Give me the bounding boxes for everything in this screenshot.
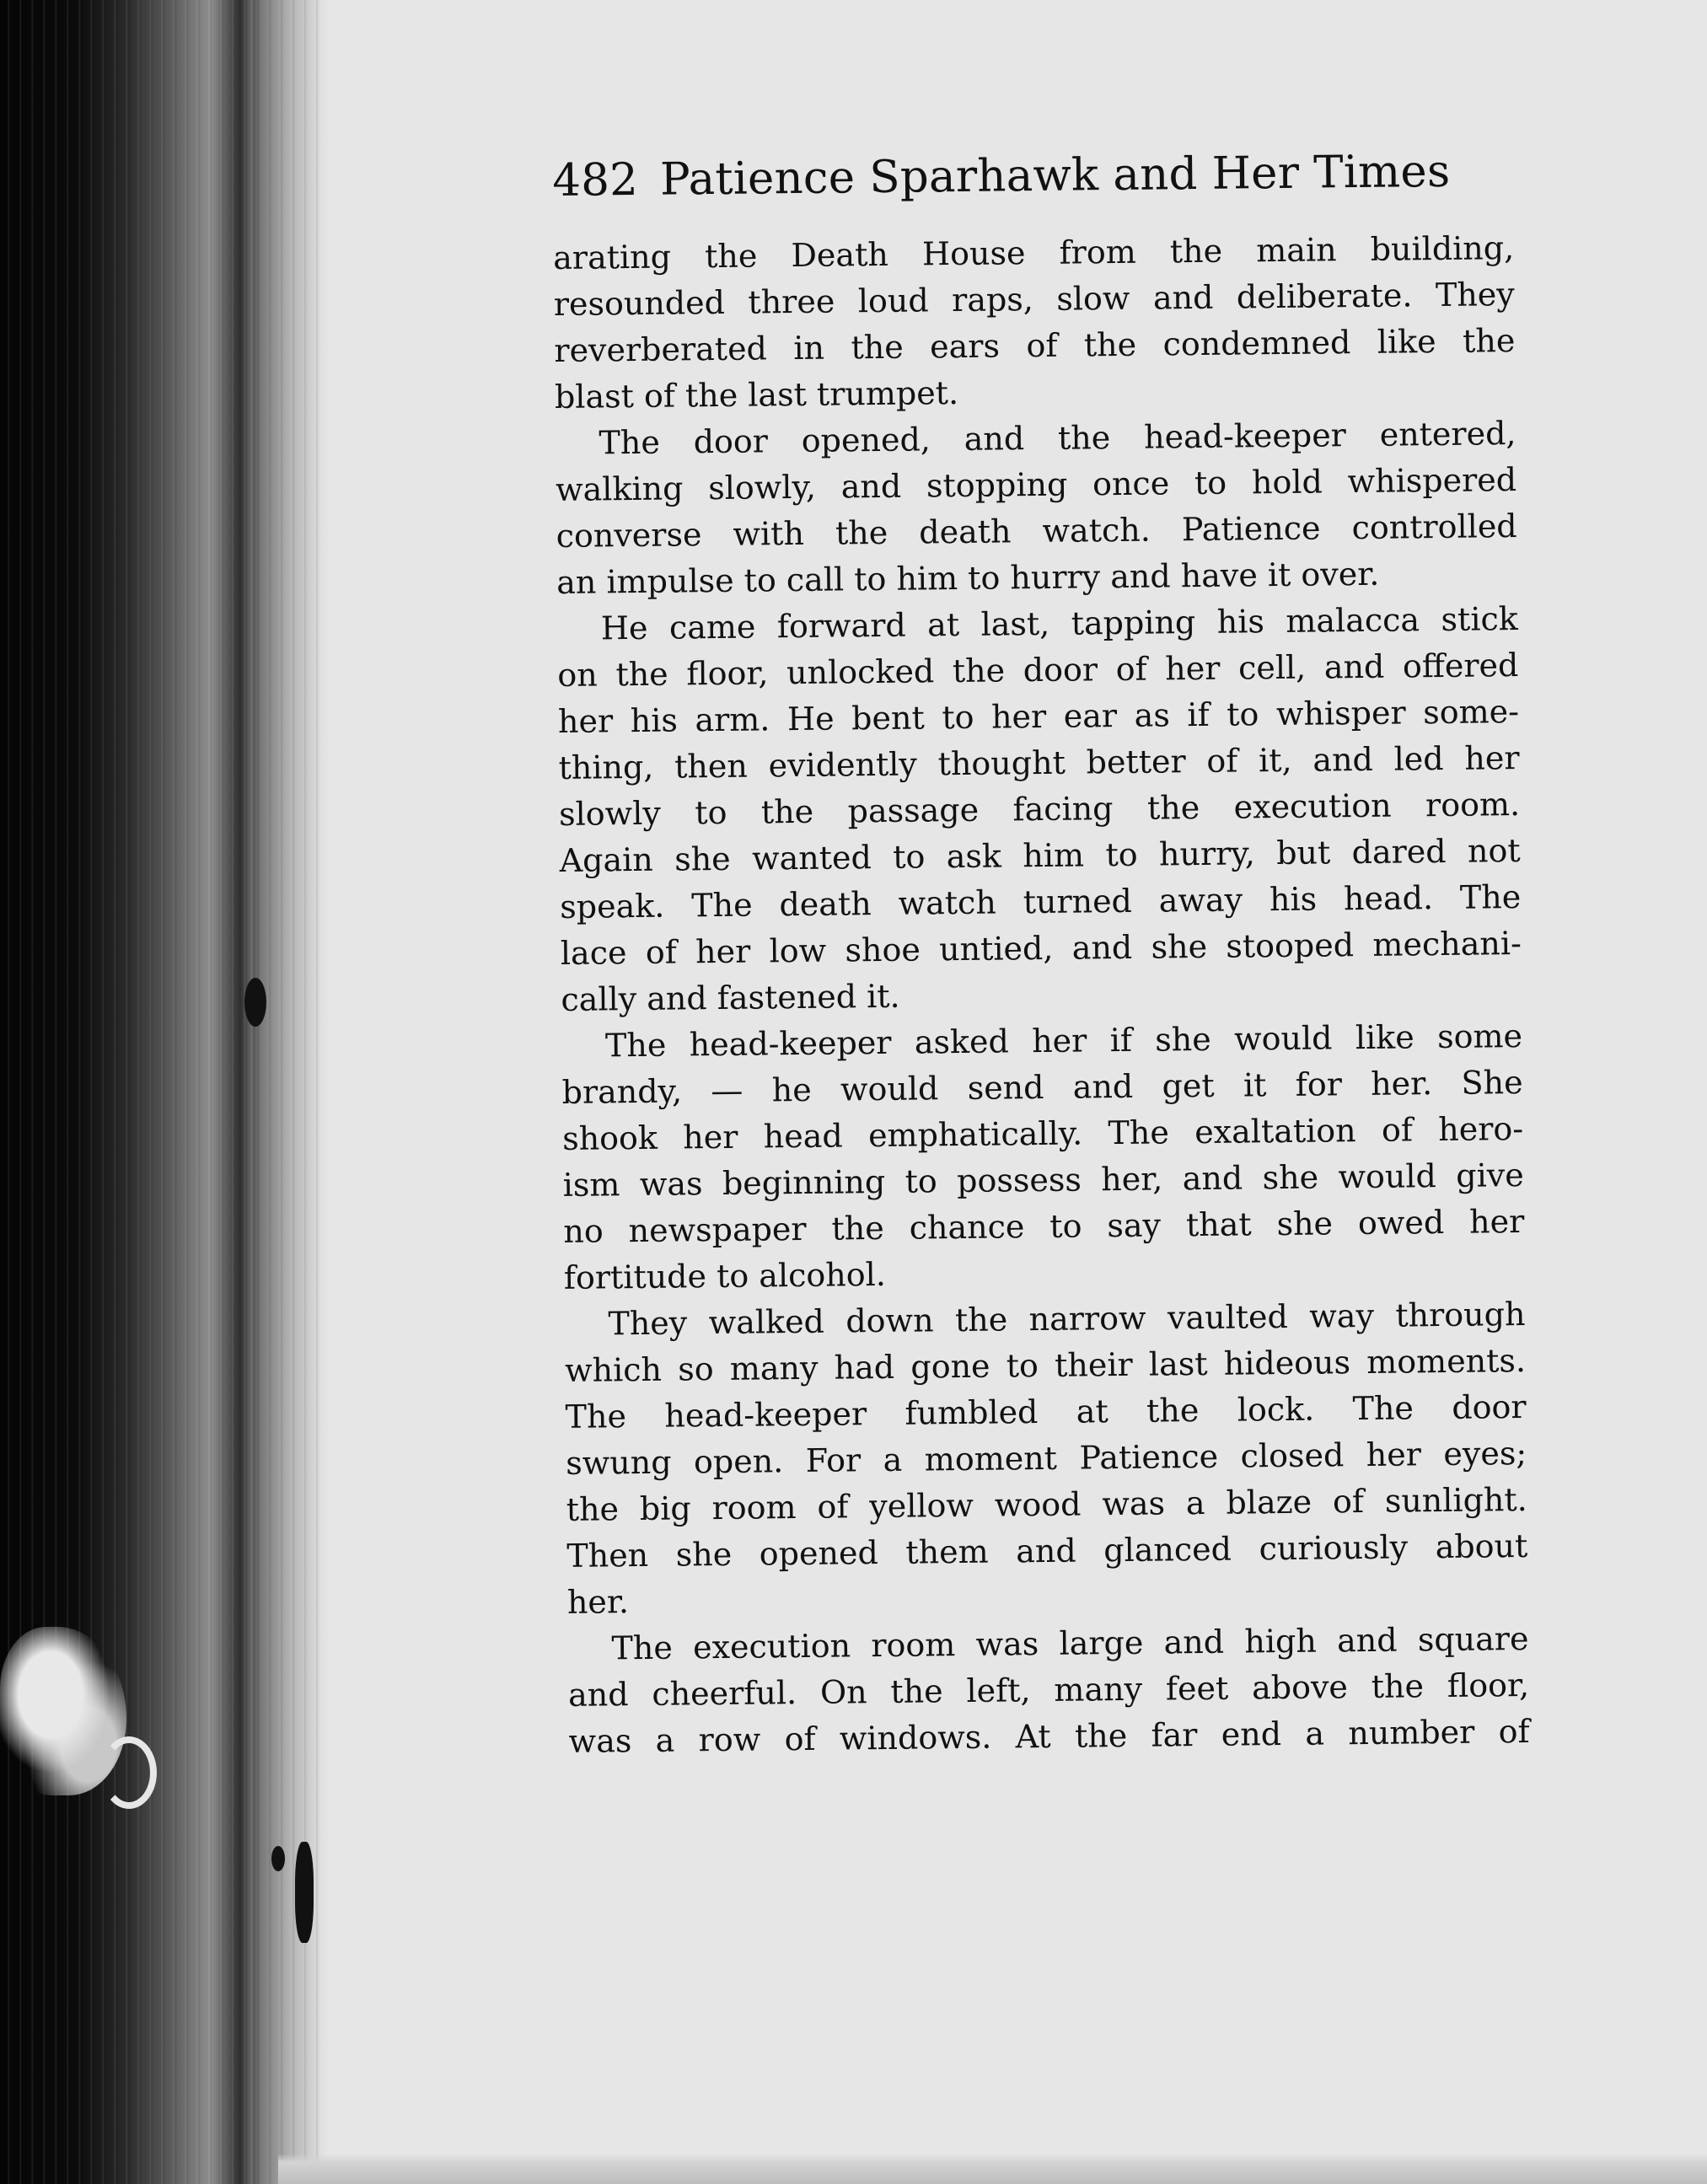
text-line: arating the Death House from the main building, (553, 229, 1515, 276)
text-line: her his arm. He bent to her ear as if to whisper some- (557, 693, 1520, 740)
text-line: shook her head emphatically. The exaltation of hero- (561, 1109, 1524, 1157)
text-line: slowly to the passage facing the execution room. (558, 786, 1521, 833)
text-line: no newspaper the chance to say that she owed her (563, 1202, 1525, 1250)
ink-blot (295, 1842, 314, 1943)
ink-blot (271, 1846, 285, 1871)
text-line: Then she opened them and glanced curiously about (566, 1527, 1528, 1575)
text-line: converse with the death watch. Patience controlled (556, 507, 1517, 555)
ink-blot (244, 978, 266, 1027)
text-line: walking slowly, and stopping once to hold whispered (555, 461, 1517, 508)
text-line: cally and fastened it. (561, 977, 900, 1018)
paragraph (555, 411, 1517, 606)
text-line: They walked down the narrow vaulted way through (608, 1295, 1526, 1343)
text-line: speak. The death watch turned away his head. The (560, 878, 1522, 926)
paragraph (557, 596, 1522, 1023)
text-line: thing, then evidently thought better of it, and led her (558, 739, 1520, 786)
text-line: reverberated in the ears of the condemned like the (554, 322, 1516, 369)
text-line: swung open. For a moment Patience closed her eyes; (565, 1434, 1527, 1482)
page-bottom-edge (278, 2154, 1707, 2184)
text-line: The head-keeper asked her if she would like some (604, 1017, 1523, 1065)
text-line: The execution room was large and high and square (611, 1619, 1529, 1667)
text-line: resounded three loud raps, slow and deliberate. They (553, 276, 1515, 323)
text-line: ism was beginning to possess her, and she would give (562, 1156, 1524, 1204)
text-line: the big room of yellow wood was a blaze of sunlight. (566, 1480, 1527, 1528)
paragraph (567, 1616, 1530, 1765)
text-line: blast of the last trumpet. (554, 373, 959, 416)
paragraph (553, 225, 1516, 421)
paragraph (561, 1013, 1525, 1301)
paper-damage-curl (101, 1736, 157, 1809)
text-line: lace of her low shoe untied, and she stooped mechani- (560, 925, 1522, 972)
text-line: brandy, — he would send and get it for her. She (561, 1064, 1523, 1111)
text-line: on the floor, unlocked the door of her cell, and offered (557, 647, 1519, 694)
text-line: which so many had gone to their last hideous moments. (564, 1341, 1527, 1389)
book-page-text (551, 145, 1530, 1765)
text-line: and cheerful. On the left, many feet above the floor, (567, 1666, 1530, 1714)
running-title: Patience Sparhawk and Her Times (659, 145, 1451, 206)
text-line: was a row of windows. At the far end a number of (568, 1712, 1530, 1760)
text-line: The head-keeper fumbled at the lock. The door (565, 1387, 1527, 1435)
text-line: The door opened, and the head-keeper entered, (599, 415, 1516, 462)
paragraph (564, 1291, 1528, 1626)
text-line: fortitude to alcohol. (563, 1255, 887, 1296)
text-line: He came forward at last, tapping his malacca stick (600, 600, 1519, 647)
text-line: her. (566, 1583, 630, 1621)
text-line: Again she wanted to ask him to hurry, but dared not (559, 832, 1521, 879)
gutter-shadow (253, 0, 329, 2184)
text-line: an impulse to call to him to hurry and have it over. (556, 555, 1380, 601)
page-number: 482 (551, 153, 639, 207)
running-head (551, 145, 1513, 207)
